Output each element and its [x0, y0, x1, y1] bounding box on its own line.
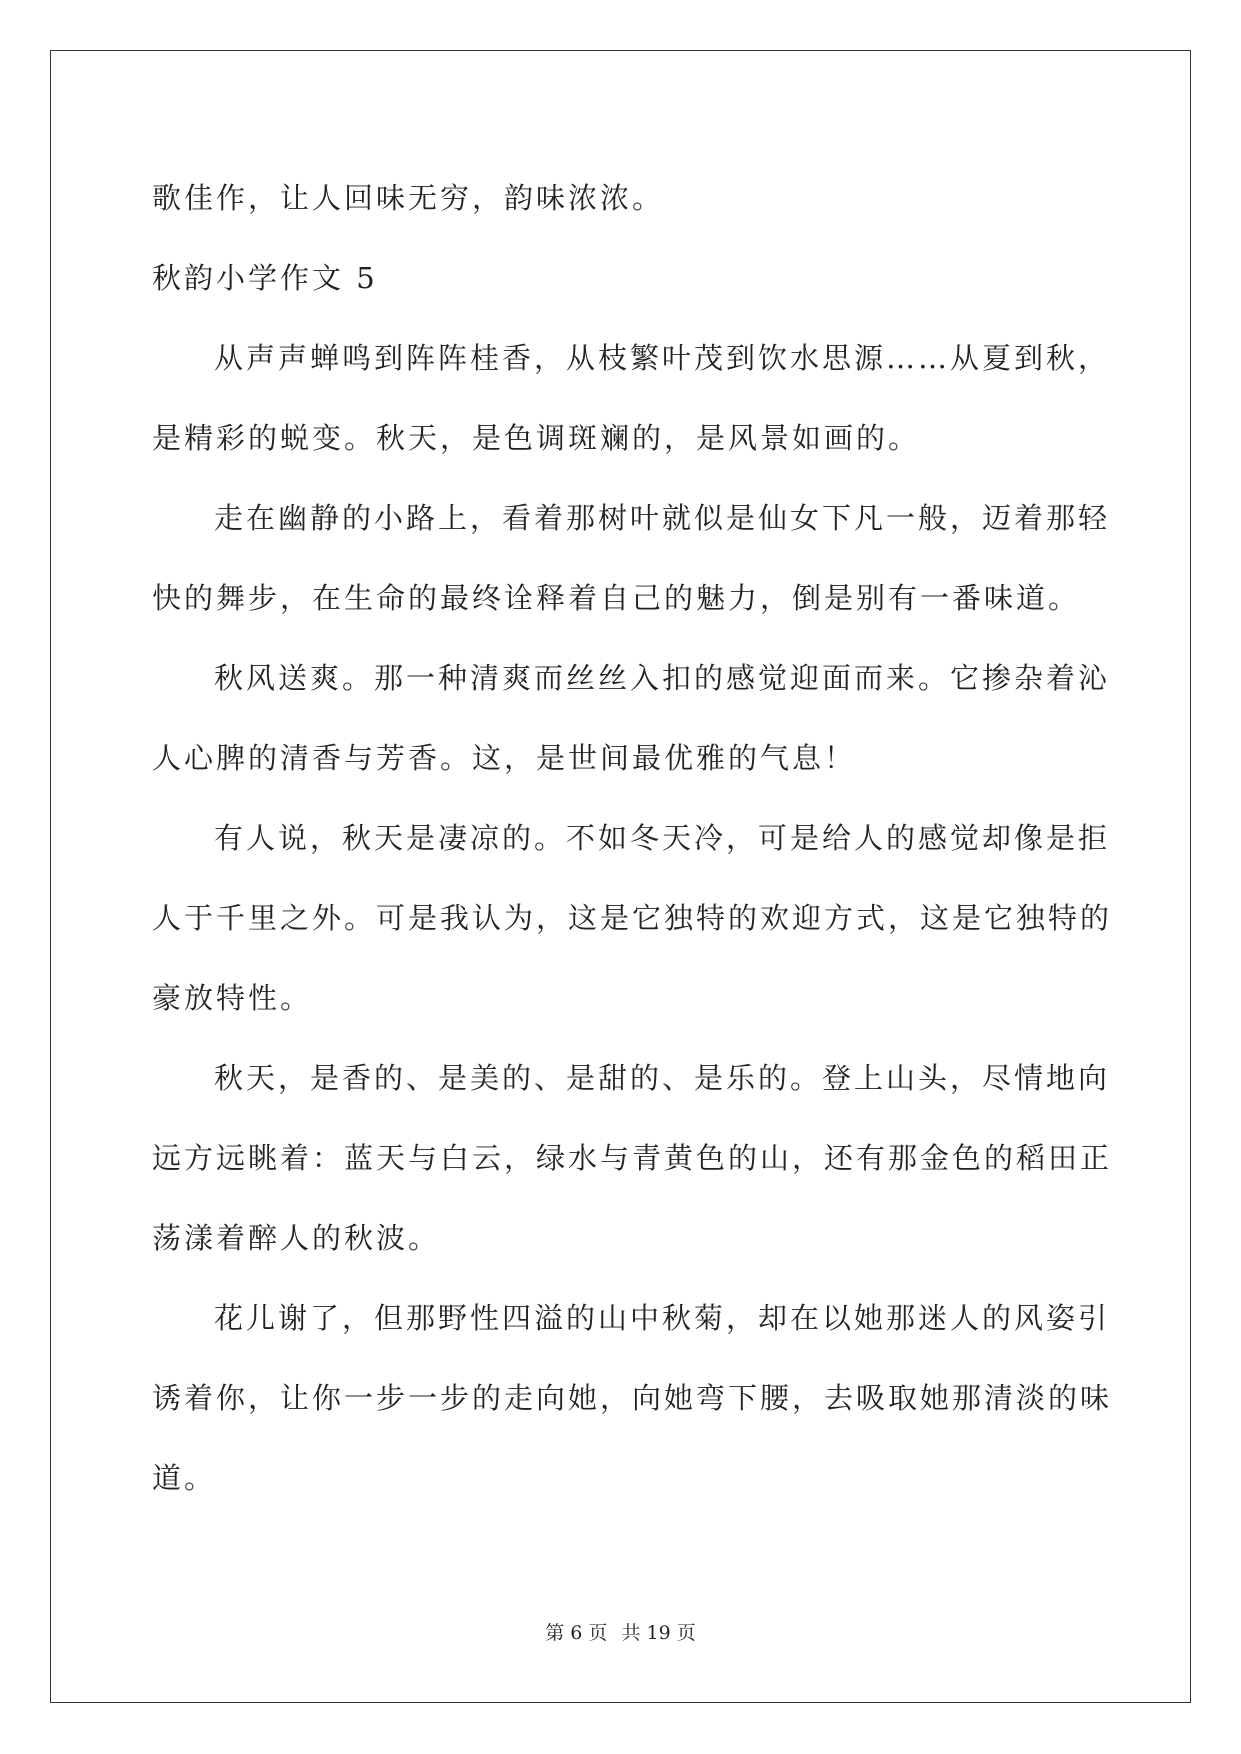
text-line: 歌佳作，让人回味无穷，韵味浓浓。	[152, 181, 665, 215]
text-line: 远方远眺着：蓝天与白云，绿水与青黄色的山，还有那金色的稻田正	[152, 1141, 1113, 1175]
page-footer	[0, 1618, 1241, 1645]
document-body	[152, 158, 1113, 1518]
page-total: 共 19 页	[621, 1622, 696, 1644]
text-line: 秋风送爽。那一种清爽而丝丝入扣的感觉迎面而来。它掺杂着沁	[214, 661, 1111, 695]
text-line: 人心脾的清香与芳香。这，是世间最优雅的气息！	[152, 741, 857, 775]
text-line: 秋天，是香的、是美的、是甜的、是乐的。登上山头，尽情地向	[214, 1061, 1111, 1095]
text-line: 豪放特性。	[152, 981, 313, 1015]
text-line: 花儿谢了，但那野性四溢的山中秋菊，却在以她那迷人的风姿引	[214, 1301, 1111, 1335]
text-line: 诱着你，让你一步一步的走向她，向她弯下腰，去吸取她那清淡的味	[152, 1381, 1113, 1415]
text-line: 是精彩的蜕变。秋天，是色调斑斓的，是风景如画的。	[152, 421, 921, 455]
text-line: 走在幽静的小路上，看着那树叶就似是仙女下凡一般，迈着那轻	[214, 501, 1111, 535]
text-line: 人于千里之外。可是我认为，这是它独特的欢迎方式，这是它独特的	[152, 901, 1113, 935]
page-number: 第 6 页	[545, 1622, 608, 1644]
text-line: 快的舞步，在生命的最终诠释着自己的魅力，倒是别有一番味道。	[152, 581, 1081, 615]
text-line: 道。	[152, 1461, 217, 1495]
text-line: 从声声蝉鸣到阵阵桂香，从枝繁叶茂到饮水思源……从夏到秋，	[214, 341, 1111, 375]
text-line: 有人说，秋天是凄凉的。不如冬天冷，可是给人的感觉却像是拒	[214, 821, 1111, 855]
section-heading: 秋韵小学作文 5	[152, 261, 378, 295]
text-line: 荡漾着醉人的秋波。	[152, 1221, 441, 1255]
